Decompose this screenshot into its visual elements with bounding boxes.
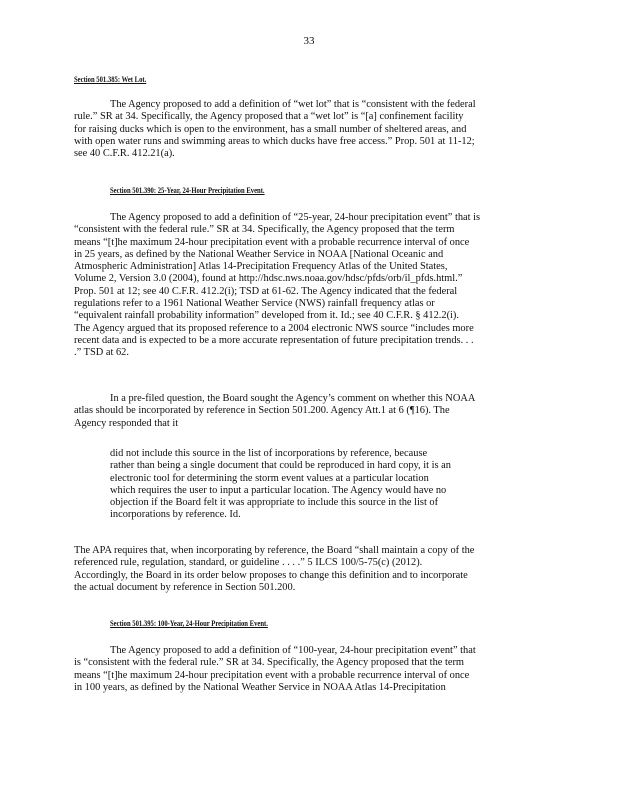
text-line: The APA requires that, when incorporating by reference, the Board “shall maintain a copy of the <box>74 545 475 556</box>
text-line: objection if the Board felt it was appropriate to include this source in the list of <box>110 497 439 509</box>
paragraph-apa-requirement <box>74 545 542 594</box>
text-line: incorporations by reference. Id. <box>110 509 241 521</box>
text-line: referenced rule, regulation, standard, or guideline . . . .” 5 ILCS 100/5-75(c) (2012). <box>74 557 423 569</box>
text-line: Atmospheric Administration] Atlas 14-Precipitation Frequency Atlas of the United States, <box>74 261 448 273</box>
text-line: means “[t]he maximum 24-hour precipitation event with a probable recurrence interval of once <box>74 669 470 681</box>
text-line: see 40 C.F.R. 412.21(a). <box>74 148 175 160</box>
text-line: “consistent with the federal rule.” SR at 34. Specifically, the Agency proposed that the term <box>74 224 455 236</box>
text-line: In a pre-filed question, the Board sought the Agency’s comment on whether this NOAA <box>110 393 476 404</box>
text-line: in 100 years, as defined by the National Weather Service in NOAA Atlas 14-Precipitation <box>74 681 446 693</box>
paragraph-25-year-definition <box>74 212 542 360</box>
text-line: rule.” SR at 34. Specifically, the Agency proposed that a “wet lot” is “[a] confinement facility <box>74 111 464 123</box>
text-line: means “[t]he maximum 24-hour precipitation event with a probable recurrence interval of once <box>74 236 470 248</box>
text-line: .” TSD at 62. <box>74 347 129 359</box>
text-line: “equivalent rainfall probability information” developed from it. Id.; see 40 C.F.R. § 412.2(i). <box>74 310 459 322</box>
page-number: 33 <box>303 35 315 47</box>
section-heading-wet-lot: Section 501.385: Wet Lot. <box>74 74 147 84</box>
text-line: did not include this source in the list of incorporations by reference, because <box>110 448 428 459</box>
block-quote-agency-response <box>110 448 506 522</box>
text-line: electronic tool for determining the storm event values at a particular location <box>110 472 429 484</box>
text-line: recent data and is expected to be a more accurate representation of future precipitation trends. . . <box>74 334 474 346</box>
text-line: atlas should be incorporated by reference in Section 501.200. Agency Att.1 at 6 (¶16). The <box>74 405 450 417</box>
text-line: rather than being a single document that could be reproduced in hard copy, it is an <box>110 460 451 472</box>
text-line: Agency responded that it <box>74 417 179 429</box>
text-line: which requires the user to input a particular location. The Agency would have no <box>110 484 447 496</box>
text-line: for raising ducks which is open to the environment, has a small number of sheltered areas, and <box>74 123 467 135</box>
text-line: regulations refer to a 1961 National Weather Service (NWS) rainfall frequency atlas or <box>74 298 435 310</box>
text-line: Prop. 501 at 12; see 40 C.F.R. 412.2(i); TSD at 61-62. The Agency indicated that the federal <box>74 285 458 297</box>
text-line: The Agency proposed to add a definition of “100-year, 24-hour precipitation event” that <box>110 645 476 656</box>
paragraph-board-question <box>74 393 542 430</box>
text-line: Volume 2, Version 3.0 (2004), found at http://hdsc.nws.noaa.gov/hdsc/pfds/orb/il_pfds.html.” <box>74 273 463 285</box>
section-heading-25-year: Section 501.390: 25-Year, 24-Hour Precipitation Event. <box>110 185 265 195</box>
text-line: The Agency argued that its proposed reference to a 2004 electronic NWS source “includes more <box>74 322 474 334</box>
text-line: is “consistent with the federal rule.” SR at 34. Specifically, the Agency proposed that the term <box>74 657 465 669</box>
text-line: the actual document by reference in Section 501.200. <box>74 581 296 593</box>
section-heading-100-year: Section 501.395: 100-Year, 24-Hour Precipitation Event. <box>110 618 268 628</box>
paragraph-100-year-definition <box>74 645 542 694</box>
text-line: The Agency proposed to add a definition of “25-year, 24-hour precipitation event” that is <box>110 212 481 223</box>
paragraph-wet-lot <box>74 99 542 160</box>
text-line: with open water runs and swimming areas to which ducks have free access.” Prop. 501 at 11-12; <box>74 135 475 147</box>
text-line: The Agency proposed to add a definition of “wet lot” that is “consistent with the federal <box>110 99 476 110</box>
text-line: in 25 years, as defined by the National Weather Service in NOAA [National Oceanic and <box>74 248 444 260</box>
text-line: Accordingly, the Board in its order below proposes to change this definition and to incorporate <box>74 569 468 581</box>
